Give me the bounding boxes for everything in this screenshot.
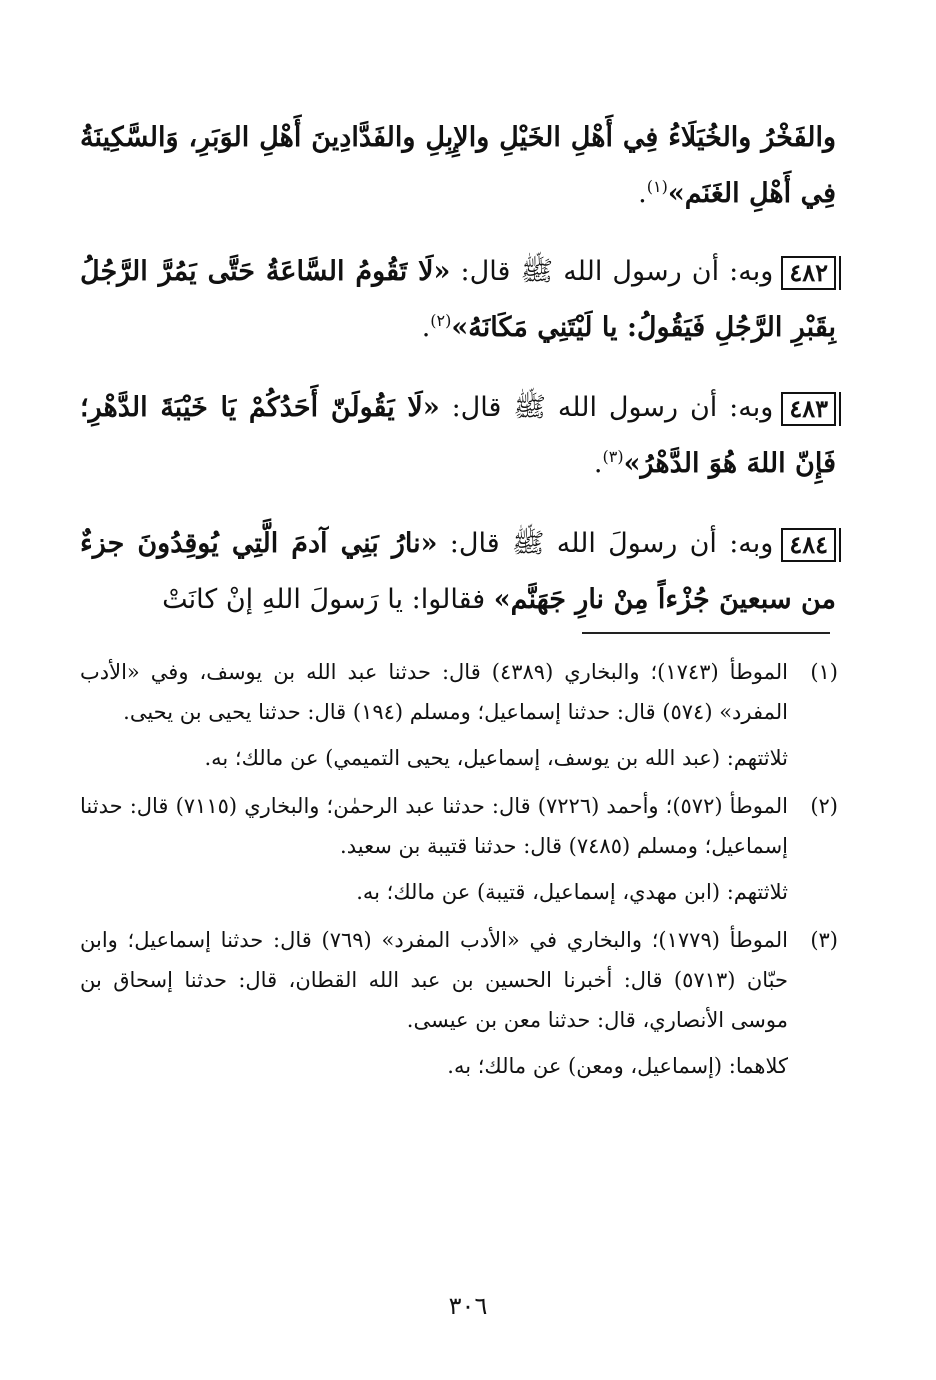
footnote-number: (٢) — [810, 794, 838, 818]
hadith-number-badge: ٤٨٣ — [781, 392, 836, 426]
footnotes — [80, 652, 838, 1094]
hadith-483 — [80, 380, 836, 492]
footnote-ref: (١) — [646, 177, 668, 196]
period: . — [638, 178, 647, 209]
footnote-line: ثلاثتهم: (عبد الله بن يوسف، إسماعيل، يحيى التميمي) عن مالك؛ به. — [204, 746, 788, 770]
footnote-number: (٣) — [810, 928, 838, 952]
hadith-intro: وبه: أن رسول الله ﷺ قال: — [439, 392, 774, 423]
period: . — [593, 448, 603, 479]
paragraph-continuation — [80, 110, 836, 222]
hadith-text: «لَا تَقُومُ السَّاعَةُ حَتَّى يَمُرَّ الرَّجُلُ بِقَبْرِ الرَّجُلِ فَيَقُولُ: يا لَيْتَنِي مَكَانَهُ» — [80, 256, 836, 343]
footnote-3 — [80, 920, 838, 1086]
footnote-line: الموطأ (١٧٤٣)؛ والبخاري (٤٣٨٩) قال: حدثنا عبد الله بن يوسف، وفي «الأدب المفرد» (٥٧٤) قال: حدثنا إسماعيل؛ ومسلم (١٩٤) قال: حدثنا يحيى بن يحيى. — [80, 660, 789, 724]
footnote-body — [80, 786, 788, 912]
hadith-text: «نارُ بَنِي آدمَ الَّتِي يُوقِدُونَ جزءٌ من سبعينَ جُزْءاً مِنْ نارِ جَهَنَّم» — [80, 528, 836, 615]
page-number: ٣٠٦ — [448, 1292, 488, 1320]
hadith-intro: وبه: أن رسول الله ﷺ قال: — [450, 256, 774, 287]
footnote-body — [80, 920, 788, 1086]
footnote-number: (١) — [810, 660, 838, 684]
footnote-2 — [80, 786, 838, 912]
hadith-continuation: فقالوا: يا رَسولَ اللهِ إنْ كانَتْ — [162, 584, 494, 615]
footnote-line: ثلاثتهم: (ابن مهدي، إسماعيل، قتيبة) عن مالك؛ به. — [356, 880, 788, 904]
main-text — [80, 110, 836, 652]
hadith-482 — [80, 244, 836, 356]
footnote-body — [80, 652, 788, 778]
hadith-text: «لَا يَقُولَنّ أَحَدُكُمْ يَا خَيْبَةَ الدَّهْرِ؛ فَإِنّ اللهَ هُوَ الدَّهْرُ» — [80, 392, 836, 479]
hadith-number-badge: ٤٨٢ — [781, 256, 836, 290]
footnote-line: كلاهما: (إسماعيل، ومعن) عن مالك؛ به. — [447, 1054, 788, 1078]
hadith-number-badge: ٤٨٤ — [781, 528, 836, 562]
period: . — [421, 312, 431, 343]
hadith-text: والفَخْرُ والخُيَلَاءُ فِي أَهْلِ الخَيْلِ والإِبِلِ والفَدَّادِينَ أَهْلِ الوَبَرِ، وَالسَّكِينَةُ فِي أَهْلِ الغَنَم» — [80, 122, 836, 209]
footnote-1 — [80, 652, 838, 778]
hadith-484 — [80, 516, 836, 628]
footnote-separator — [582, 632, 830, 634]
footnote-line: الموطأ (٥٧٢)؛ وأحمد (٧٢٢٦) قال: حدثنا عبد الرحمٰن؛ والبخاري (٧١١٥) قال: حدثنا إسماعيل؛ ومسلم (٧٤٨٥) قال: حدثنا قتيبة بن سعيد. — [80, 794, 788, 858]
footnote-line: الموطأ (١٧٧٩)؛ والبخاري في «الأدب المفرد» (٧٦٩) قال: حدثنا إسماعيل؛ وابن حبّان (٥٧١٣) قال: أخبرنا الحسين بن عبد الله القطان، قال: حدثنا إسحاق بن موسى الأنصاري، قال: حدثنا معن بن عيسى. — [80, 928, 788, 1032]
hadith-intro: وبه: أن رسولَ الله ﷺ قال: — [437, 528, 774, 559]
footnote-ref: (٢) — [430, 311, 452, 330]
footnote-ref: (٣) — [602, 447, 624, 466]
